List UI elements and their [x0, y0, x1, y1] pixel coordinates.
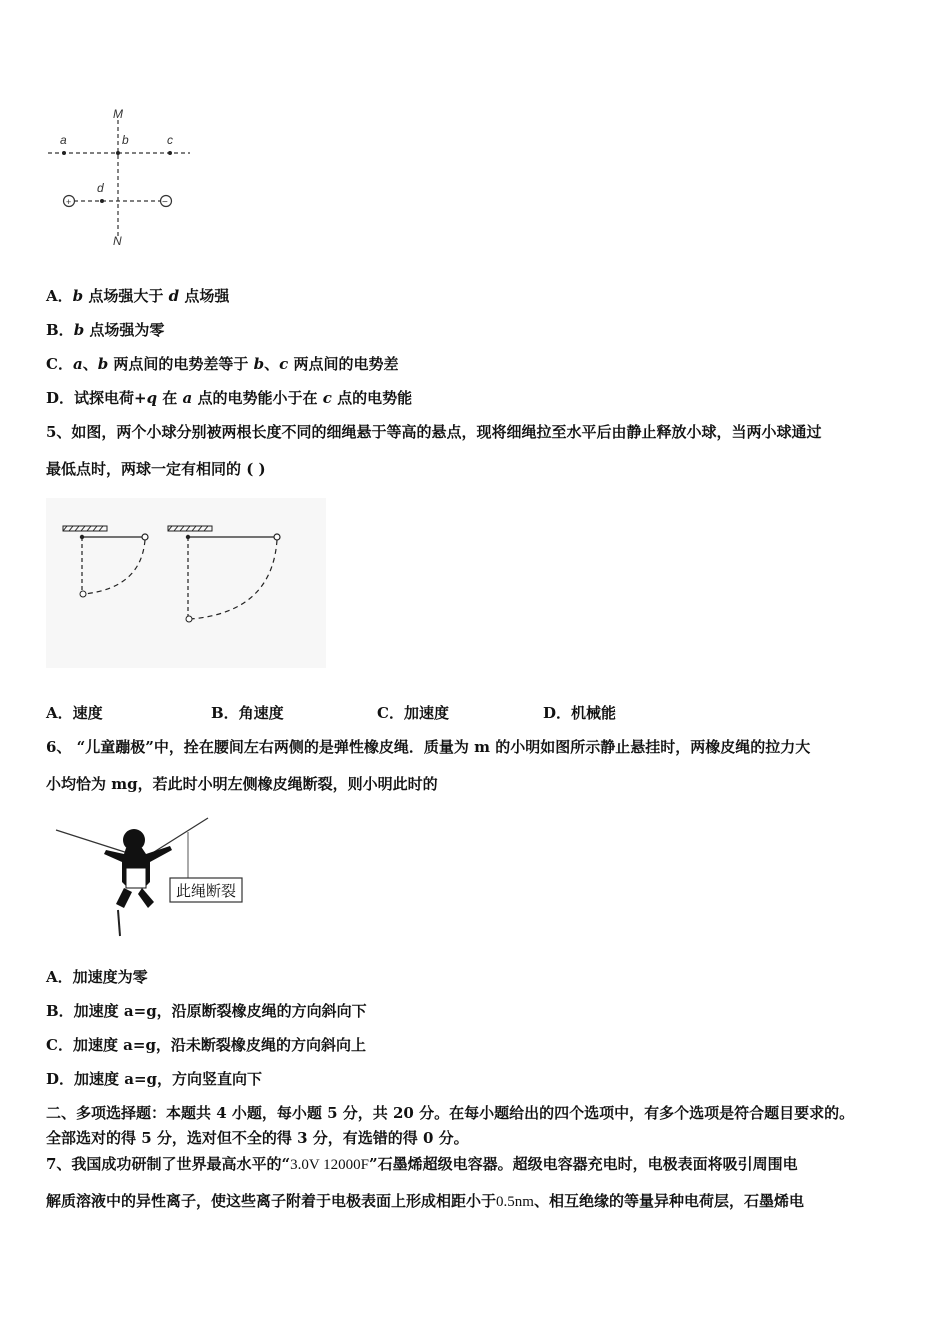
q7-text-line2: 解质溶液中的异性离子，使这些离子附着于电极表面上形成相距小于0.5nm、相互绝缘的等量异种电荷层，石墨烯电 — [46, 1192, 804, 1210]
q4-option-b: B．b 点场强为零 — [46, 321, 165, 339]
q6-text-line1: 6、 “儿童蹦极”中，拴在腰间左右两侧的是弹性橡皮绳．质量为 m 的小明如图所示静止悬挂时，两橡皮绳的拉力大 — [46, 738, 811, 756]
section2-line1: 二、多项选择题：本题共 4 小题，每小题 5 分，共 20 分。在每小题给出的四个选项中，有多个选项是符合题目要求的。 — [46, 1104, 855, 1122]
q5-option-b: B．角速度 — [211, 704, 284, 722]
q5-text-line1: 5、如图，两个小球分别被两根长度不同的细绳悬于等高的悬点，现将细绳拉至水平后由静止释放小球，当两小球通过 — [46, 423, 822, 441]
q6-option-d: D．加速度 a=g，方向竖直向下 — [46, 1070, 263, 1088]
minus-charge-label: − — [162, 197, 168, 208]
section2-line2: 全部选对的得 5 分，选对但不全的得 3 分，有选错的得 0 分。 — [46, 1129, 469, 1147]
q5-text-line2: 最低点时，两球一定有相同的 ( ) — [46, 460, 266, 478]
label-M: M — [113, 107, 123, 121]
label-d: d — [97, 181, 104, 195]
rope-broken-label: 此绳断裂 — [176, 882, 237, 900]
q5-option-c: C．加速度 — [377, 704, 449, 722]
plus-charge-label: + — [66, 197, 72, 207]
label-N: N — [113, 234, 122, 248]
q5-option-d: D．机械能 — [543, 704, 617, 722]
q7-text-line1: 7、我国成功研制了世界最高水平的“3.0V 12000F”石墨烯超级电容器。超级电容器充电时，电极表面将吸引周围电 — [46, 1155, 798, 1173]
q4-option-d: D．试探电荷+q 在 a 点的电势能小于在 c 点的电势能 — [46, 389, 413, 407]
label-c: c — [167, 133, 173, 147]
label-b: b — [122, 133, 129, 147]
q6-option-b: B．加速度 a=g，沿原断裂橡皮绳的方向斜向下 — [46, 1002, 367, 1020]
q5-option-a: A．速度 — [46, 704, 103, 722]
q6-option-a: A．加速度为零 — [46, 968, 148, 986]
q4-option-c: C．a、b 两点间的电势差等于 b、c 两点间的电势差 — [46, 355, 399, 373]
q6-option-c: C．加速度 a=g，沿未断裂橡皮绳的方向斜向上 — [46, 1036, 366, 1054]
label-a: a — [60, 133, 67, 147]
bungee-figure — [46, 812, 256, 942]
q6-text-line2: 小均恰为 mg，若此时小明左侧橡皮绳断裂，则小明此时的 — [46, 775, 438, 793]
pendulum-figure — [46, 498, 326, 668]
field-diagram — [40, 100, 200, 250]
q4-option-a: A．b 点场强大于 d 点场强 — [46, 287, 230, 305]
